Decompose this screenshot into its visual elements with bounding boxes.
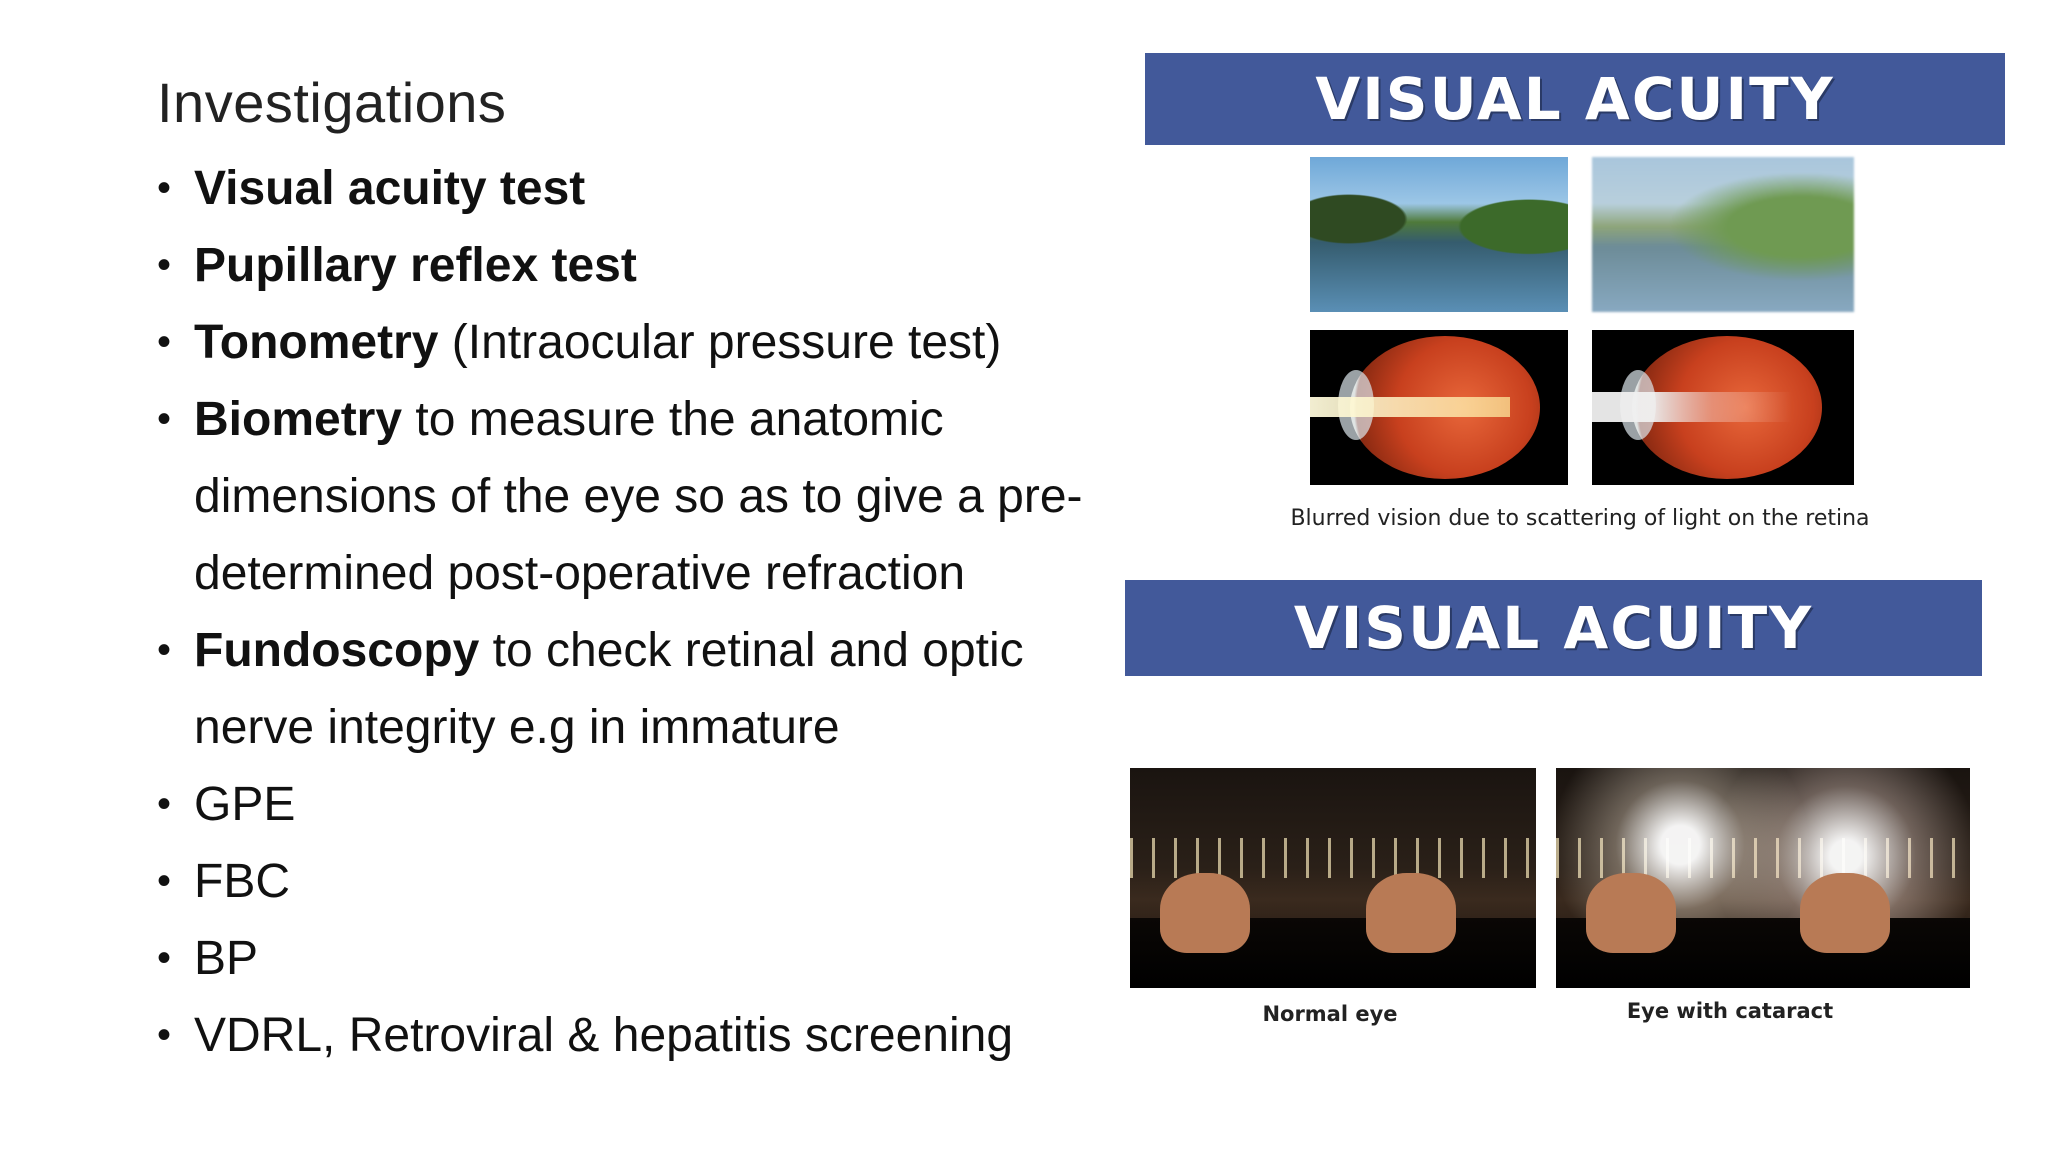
city-lights	[1130, 838, 1536, 878]
light-beam	[1310, 397, 1510, 417]
night-driving-photo-cataract	[1556, 768, 1970, 988]
lake-photo-blurred	[1592, 157, 1854, 312]
bullet-dot: •	[157, 859, 172, 903]
bullet-item	[157, 997, 1107, 1074]
bullet-item	[157, 381, 1107, 612]
bullet-dot: •	[157, 243, 172, 287]
bullet-text: BP	[194, 932, 259, 985]
visual-acuity-banner-bottom: VISUAL ACUITY	[1125, 580, 1982, 676]
scattered-light-beam	[1592, 392, 1792, 422]
caption-eye-with-cataract: Eye with cataract	[1626, 999, 1834, 1023]
bullet-item	[157, 150, 1107, 227]
left-hand	[1586, 873, 1676, 953]
bullet-text: VDRL, Retroviral & hepatitis screening	[194, 1009, 1014, 1062]
night-driving-photo-normal	[1130, 768, 1536, 988]
left-hand	[1160, 873, 1250, 953]
bullet-dot: •	[157, 320, 172, 364]
eye-diagram-normal	[1310, 330, 1568, 485]
bullet-item	[157, 843, 1107, 920]
bullet-list	[157, 150, 1107, 1074]
bullet-item	[157, 920, 1107, 997]
bullet-dot: •	[157, 166, 172, 210]
right-hand	[1366, 873, 1456, 953]
bullet-bold: Biometry	[194, 393, 403, 446]
bullet-bold: Fundoscopy	[194, 624, 480, 677]
slide-title: Investigations	[157, 71, 507, 134]
bullet-text: GPE	[194, 778, 296, 831]
bullet-text: to check retinal and optic nerve integrity e.g in immature	[194, 624, 1024, 754]
bullet-text: (Intraocular pressure test)	[438, 316, 1002, 369]
bullet-bold: Visual acuity test	[194, 162, 586, 215]
bullet-item	[157, 227, 1107, 304]
right-hand	[1800, 873, 1890, 953]
bullet-dot: •	[157, 936, 172, 980]
lake-photo-sharp	[1310, 157, 1568, 312]
bullet-bold: Pupillary reflex test	[194, 239, 637, 292]
bullet-text: to measure the anatomic dimensions of the eye so as to give a pre-determined post-operative refraction	[194, 393, 1083, 600]
bullet-dot: •	[157, 628, 172, 672]
figure-caption-top: Blurred vision due to scattering of light on the retina	[1290, 506, 1870, 531]
bullet-dot: •	[157, 397, 172, 441]
bullet-dot: •	[157, 1013, 172, 1057]
caption-normal-eye: Normal eye	[1262, 1002, 1398, 1026]
bullet-item	[157, 304, 1107, 381]
bullet-text: FBC	[194, 855, 290, 908]
bullet-dot: •	[157, 782, 172, 826]
bullet-item	[157, 612, 1107, 766]
bullet-item	[157, 766, 1107, 843]
bullet-bold: Tonometry	[194, 316, 439, 369]
eye-diagram-cataract	[1592, 330, 1854, 485]
visual-acuity-banner-top: VISUAL ACUITY	[1145, 53, 2005, 145]
